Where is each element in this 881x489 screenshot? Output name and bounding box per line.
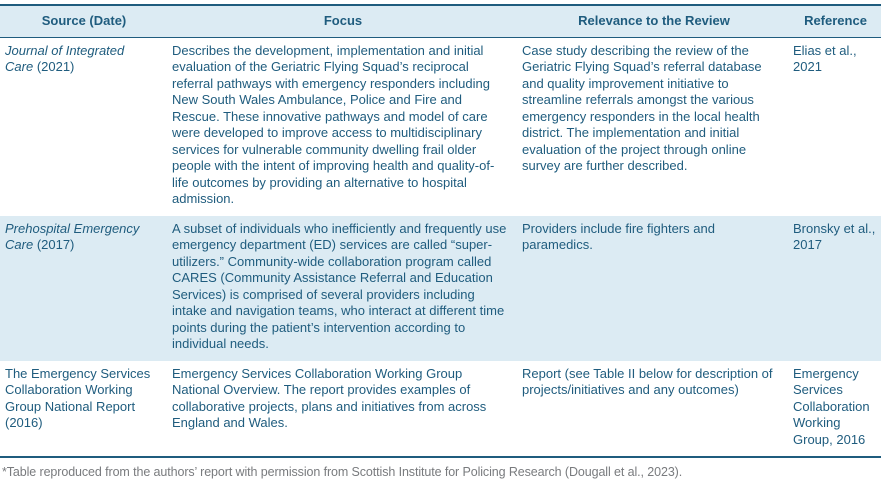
focus-cell: A subset of individuals who inefficiently and frequently use emergency department (ED) services are called “super-utilizers.” Community-wide collaboration program called CARES (Community Assistance Referral and Education Services) is comprised of several providers including intake and navigation teams, who interact at different time points during the patient’s intervention according to individual needs. <box>172 220 507 351</box>
header-focus: Focus <box>323 13 363 28</box>
table-body <box>0 37 881 457</box>
reference-cell: Bronsky et al., 2017 <box>793 220 876 252</box>
relevance-cell: Providers include fire fighters and paramedics. <box>522 220 715 252</box>
reference-cell: Elias et al., 2021 <box>793 42 857 74</box>
table-row <box>0 361 881 458</box>
header-reference: Reference <box>804 13 867 28</box>
reference-cell: Emergency Services Collaboration Working Group, 2016 <box>793 365 870 447</box>
table-row <box>0 37 881 216</box>
header-relevance: Relevance to the Review <box>578 13 730 28</box>
source-name: Journal of Integrated Care <box>5 42 125 74</box>
header-source-date: Source (Date) <box>41 13 127 28</box>
table-header-row <box>0 5 881 37</box>
source-name: Prehospital Emergency Care <box>5 220 140 252</box>
focus-cell: Emergency Services Collaboration Working Group National Overview. The report provides examples of collaborative projects, plans and initiatives from across England and Wales. <box>172 365 487 430</box>
relevance-cell: Case study describing the review of the Geriatric Flying Squad’s referral database and quality improvement initiative to streamline referrals amongst the various emergency responders in the local health district. The implementation and initial evaluation of the project through online survey are further described. <box>522 42 762 173</box>
source-cell <box>0 361 168 458</box>
literature-review-table <box>0 4 881 458</box>
source-date: (2017) <box>36 237 75 252</box>
relevance-cell: Report (see Table II below for description of projects/initiatives and any outcomes) <box>522 365 773 397</box>
focus-cell: Describes the development, implementation and initial evaluation of the Geriatric Flying Squad’s reciprocal referral pathways with emergency responders including New South Wales Ambulance, Police and Fire and Rescue. These innovative pathways and model of care were developed to improve access to multidisciplinary services for vulnerable community dwelling frail older people with the intent of improving health and quality-of-life outcomes by providing an alternative to hospital admission. <box>172 42 495 206</box>
table-row <box>0 216 881 361</box>
source-cell <box>0 37 168 216</box>
source-date: (2021) <box>36 59 75 74</box>
source-cell <box>0 216 168 361</box>
source-name: The Emergency Services Collaboration Working Group National Report (2016) <box>5 365 151 430</box>
table-footnote: *Table reproduced from the authors’ report with permission from Scottish Institute for Policing Research (Dougall et al., 2023). <box>2 465 683 479</box>
